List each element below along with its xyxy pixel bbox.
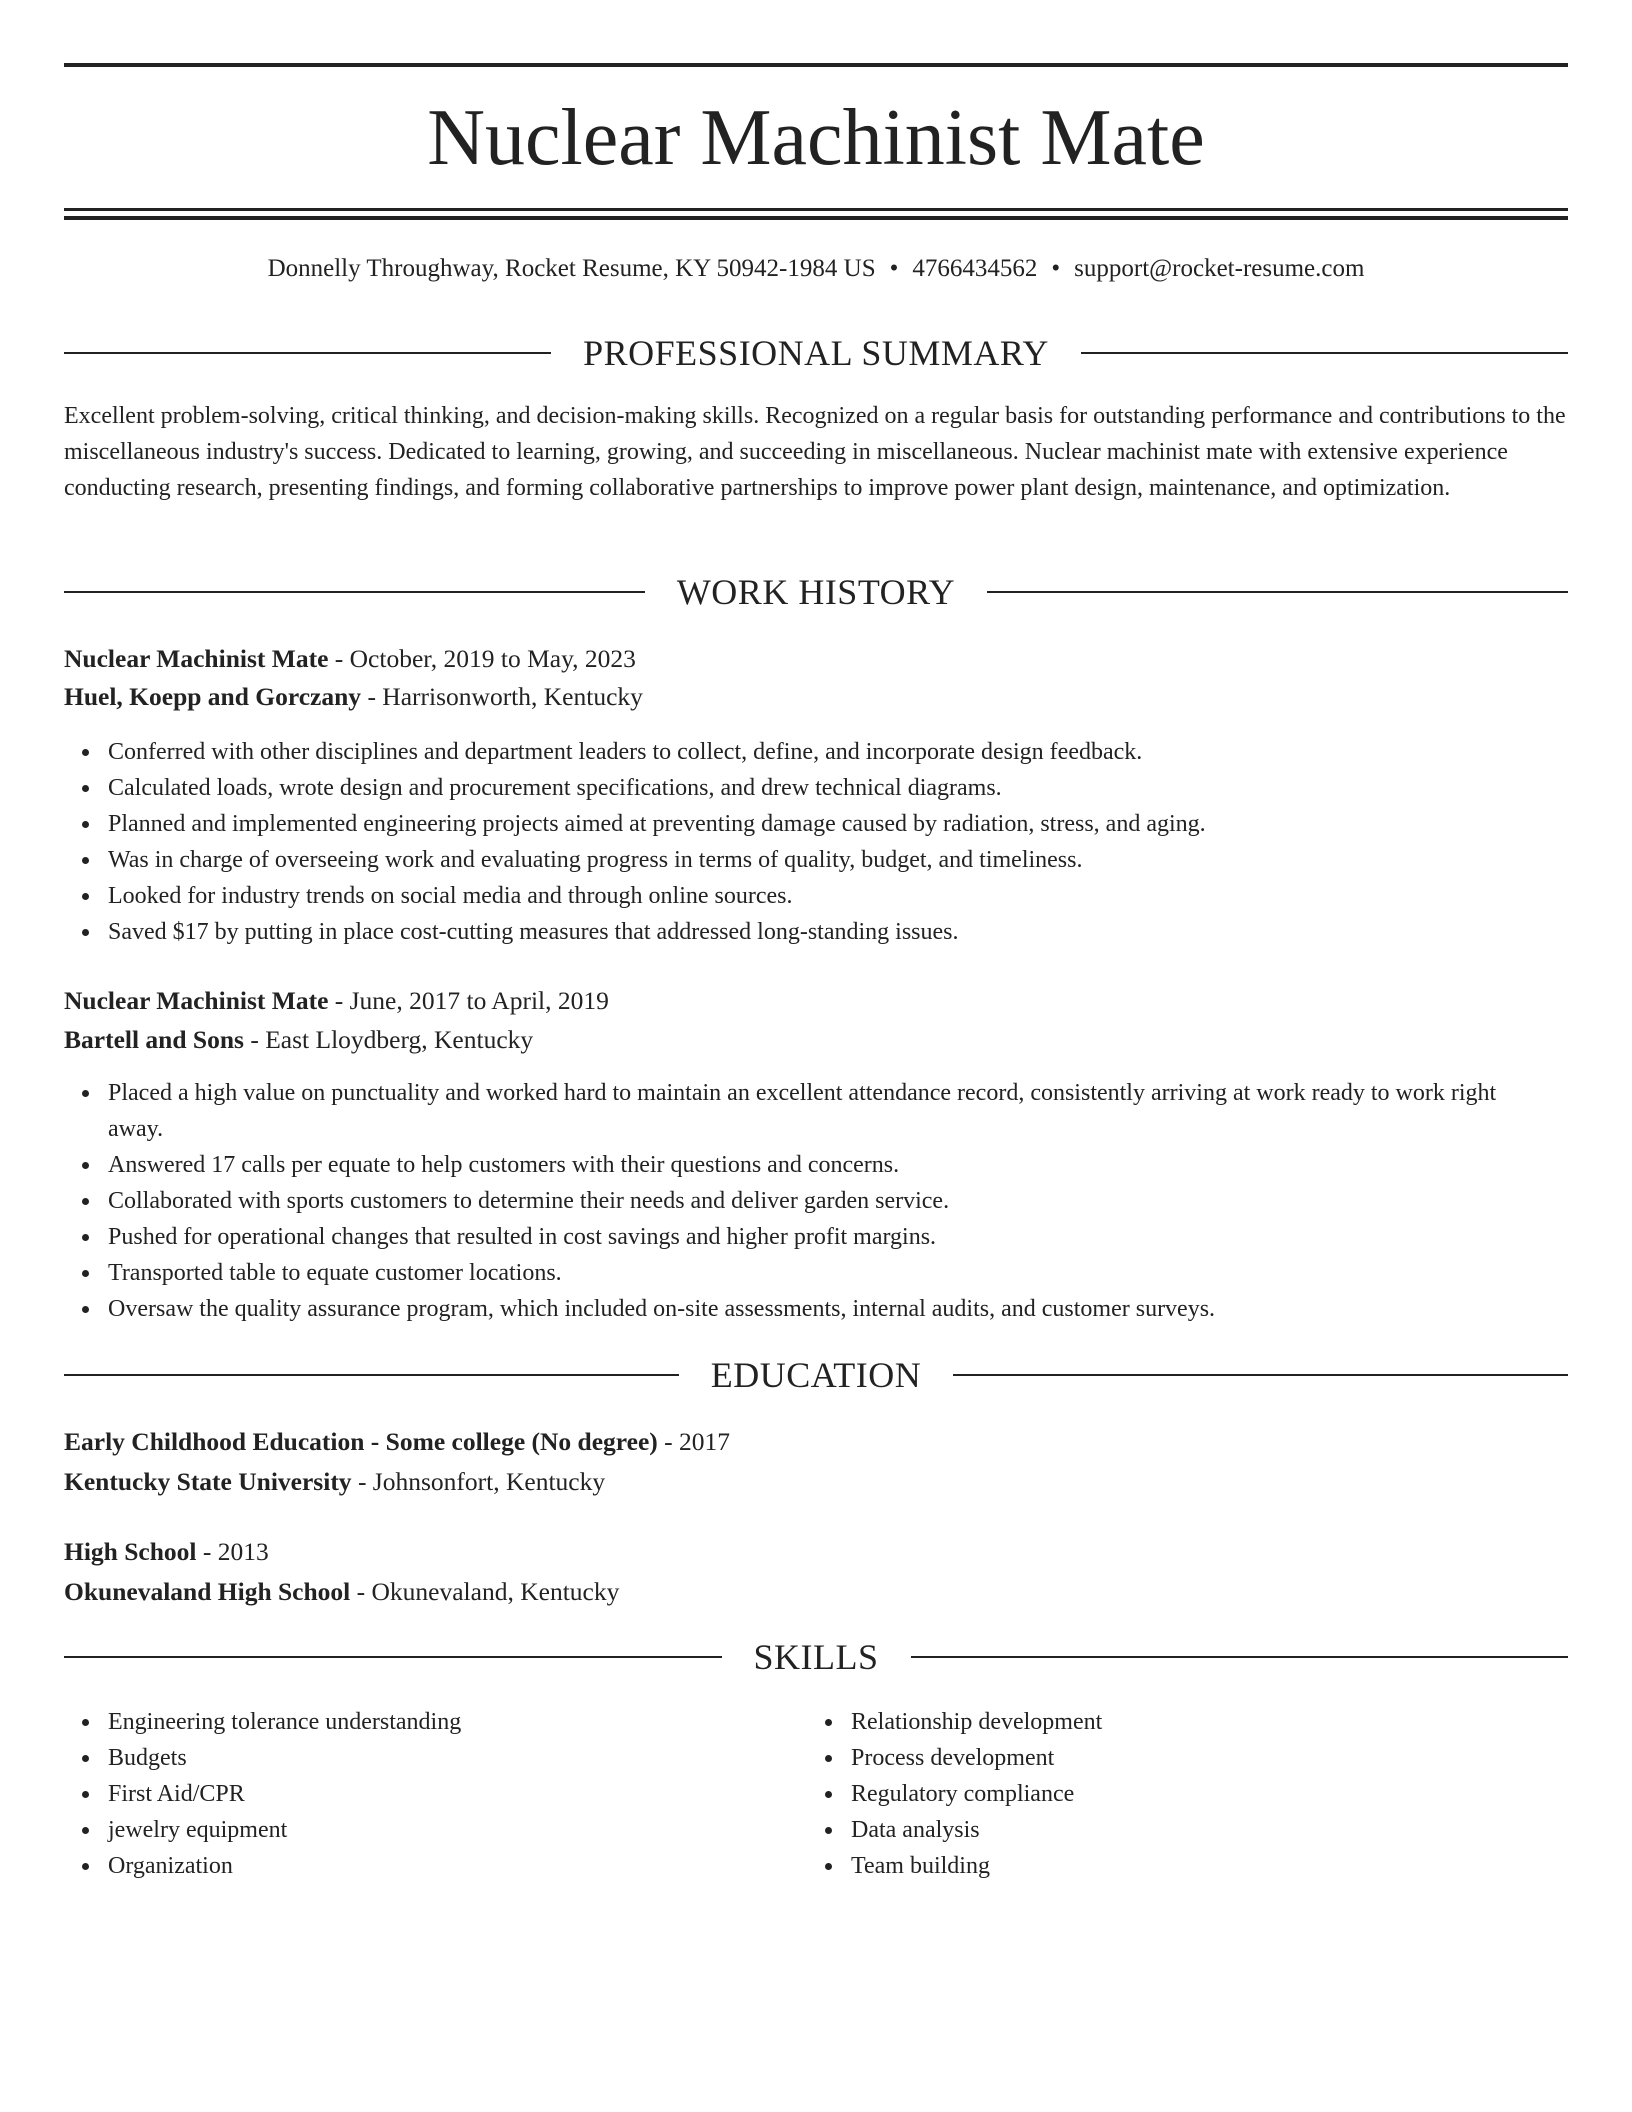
skill-item: Budgets — [108, 1740, 804, 1776]
list-item: Calculated loads, wrote design and procurement specifications, and drew technical diagrams. — [108, 770, 1568, 806]
list-item: Was in charge of overseeing work and evaluating progress in terms of quality, budget, and timeliness. — [108, 842, 1568, 878]
heading-rule — [64, 591, 645, 593]
section-heading-education — [64, 1353, 1568, 1397]
section-title: PROFESSIONAL SUMMARY — [583, 333, 1049, 373]
skill-item: Organization — [108, 1848, 804, 1884]
section-title: SKILLS — [753, 1637, 879, 1677]
education-degree-line — [64, 1534, 1568, 1570]
education-degree: High School — [64, 1537, 197, 1566]
section-heading-work — [64, 570, 1568, 614]
education-school-line — [64, 1574, 1568, 1610]
heading-rule — [64, 1374, 679, 1376]
job-title-line — [64, 641, 1568, 677]
skill-item: Engineering tolerance understanding — [108, 1704, 804, 1740]
section-heading-skills — [64, 1635, 1568, 1679]
list-item: Saved $17 by putting in place cost-cutting measures that addressed long-standing issues. — [108, 914, 1568, 950]
header-double-rule — [64, 208, 1568, 220]
heading-rule — [64, 352, 551, 354]
education-school: Kentucky State University — [64, 1467, 352, 1496]
skill-item: Relationship development — [851, 1704, 1547, 1740]
skill-item: jewelry equipment — [108, 1812, 804, 1848]
education-school-line — [64, 1464, 1568, 1500]
job-title: Nuclear Machinist Mate — [64, 986, 329, 1015]
section-heading-summary — [64, 331, 1568, 375]
heading-rule — [953, 1374, 1568, 1376]
skill-item: First Aid/CPR — [108, 1776, 804, 1812]
contact-phone: 4766434562 — [912, 255, 1038, 282]
heading-rule — [64, 1656, 722, 1658]
job-company-line — [64, 1022, 1568, 1058]
skill-item: Process development — [851, 1740, 1547, 1776]
list-item: Collaborated with sports customers to determine their needs and deliver garden service. — [108, 1183, 1556, 1219]
contact-address: Donnelly Throughway, Rocket Resume, KY 50942-1984 US — [267, 255, 876, 282]
candidate-name: Nuclear Machinist Mate — [427, 94, 1205, 182]
section-title: WORK HISTORY — [676, 572, 956, 612]
summary-text: Excellent problem-solving, critical thinking, and decision-making skills. Recognized on a regular basis for outstanding performance and contributions to the miscellaneous industry's success. Dedicated to learning, growing, and succeeding in miscellaneous. Nuclear machinist mate with extensive experience conducting research, presenting findings, and forming collaborative partnerships to improve power plant design, maintenance, and optimization. — [64, 403, 1566, 501]
education-year: - 2017 — [657, 1427, 731, 1456]
education-degree-line — [64, 1424, 1568, 1460]
contact-email: support@rocket-resume.com — [1074, 255, 1365, 282]
skills-list-left — [64, 1704, 804, 1884]
job-location: - Harrisonworth, Kentucky — [361, 682, 643, 711]
job-dates: - October, 2019 to May, 2023 — [328, 644, 636, 673]
section-title: EDUCATION — [710, 1355, 922, 1395]
job-company: Bartell and Sons — [64, 1025, 244, 1054]
list-item: Looked for industry trends on social media and through online sources. — [108, 878, 1568, 914]
contact-separator: • — [889, 255, 899, 282]
job-bullets — [64, 734, 1568, 950]
heading-rule — [987, 591, 1568, 593]
job-company-line — [64, 679, 1568, 715]
job-location: - East Lloydberg, Kentucky — [243, 1025, 534, 1054]
list-item: Conferred with other disciplines and department leaders to collect, define, and incorporate design feedback. — [108, 734, 1568, 770]
contact-line — [64, 252, 1568, 286]
list-item: Transported table to equate customer locations. — [108, 1255, 1556, 1291]
list-item: Oversaw the quality assurance program, which included on-site assessments, internal audits, and customer surveys. — [108, 1291, 1556, 1327]
education-year: - 2013 — [196, 1537, 269, 1566]
job-title: Nuclear Machinist Mate — [64, 644, 329, 673]
job-company: Huel, Koepp and Gorczany — [64, 682, 362, 711]
heading-rule — [911, 1656, 1569, 1658]
job-title-line — [64, 983, 1568, 1019]
education-location: - Okunevaland, Kentucky — [350, 1577, 620, 1606]
list-item: Answered 17 calls per equate to help customers with their questions and concerns. — [108, 1147, 1556, 1183]
skill-item: Data analysis — [851, 1812, 1547, 1848]
header-top-rule — [64, 63, 1568, 67]
education-location: - Johnsonfort, Kentucky — [351, 1467, 606, 1496]
skill-item: Team building — [851, 1848, 1547, 1884]
contact-separator: • — [1051, 255, 1061, 282]
list-item: Planned and implemented engineering projects aimed at preventing damage caused by radiation, stress, and aging. — [108, 806, 1568, 842]
education-school: Okunevaland High School — [64, 1577, 351, 1606]
job-dates: - June, 2017 to April, 2019 — [328, 986, 609, 1015]
skills-list-right — [807, 1704, 1547, 1884]
heading-rule — [1081, 352, 1568, 354]
list-item: Placed a high value on punctuality and worked hard to maintain an excellent attendance record, consistently arriving at work ready to work right away. — [108, 1075, 1556, 1147]
list-item: Pushed for operational changes that resulted in cost savings and higher profit margins. — [108, 1219, 1556, 1255]
job-bullets — [64, 1075, 1568, 1327]
education-degree: Early Childhood Education - Some college (No degree) — [64, 1427, 658, 1456]
skill-item: Regulatory compliance — [851, 1776, 1547, 1812]
